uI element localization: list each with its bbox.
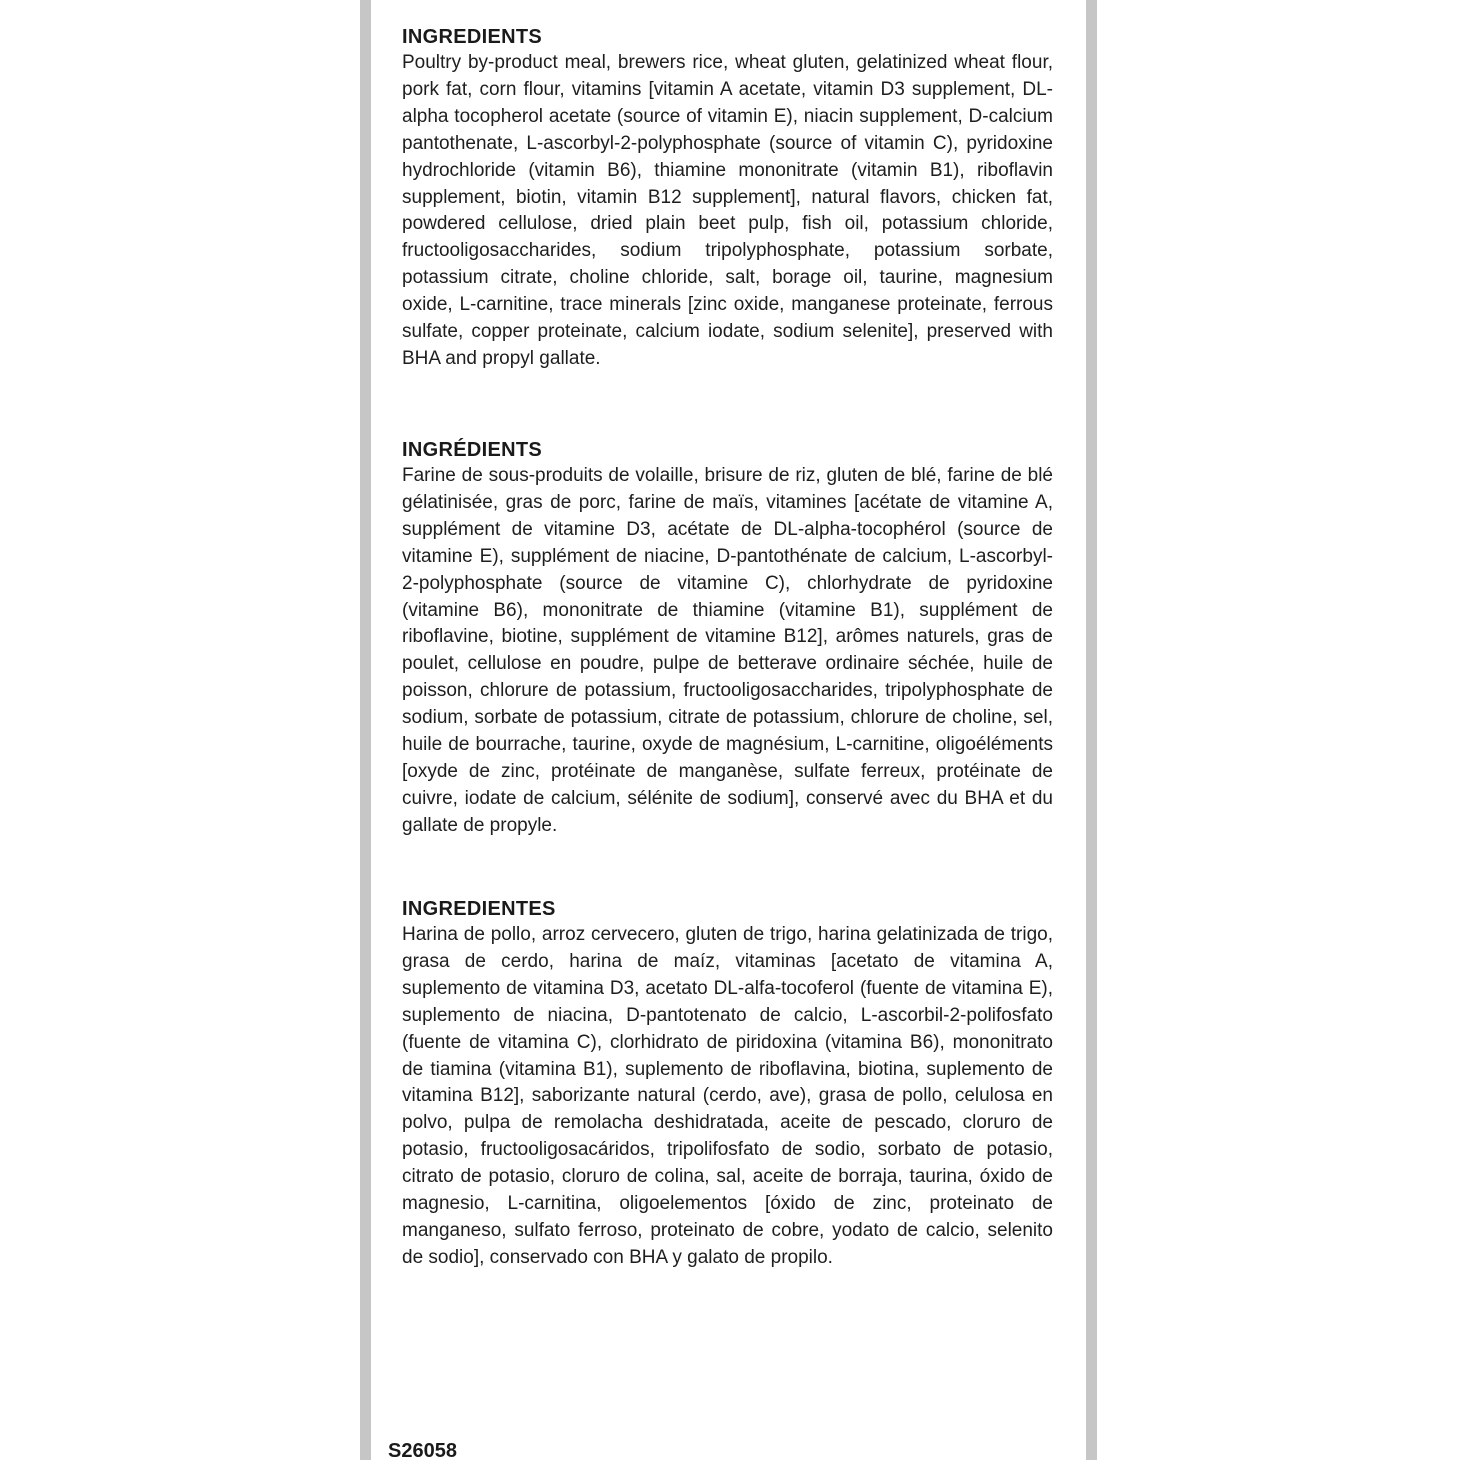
label-border-left [360,0,371,1460]
ingredients-text-english: Poultry by-product meal, brewers rice, wheat gluten, gelatinized wheat flour, pork fat, corn flour, vitamins [vitamin A acetate, vitamin D3 supplement, DL-alpha tocopherol acetate (source of vitamin E), niacin supplement, D-calcium pantothenate, L-ascorbyl-2-polyphosphate (source of vitamin C), pyridoxine hydrochloride (vitamin B6), thiamine mononitrate (vitamin B1), riboflavin supplement, biotin, vitamin B12 supplement], natural flavors, chicken fat, powdered cellulose, dried plain beet pulp, fish oil, potassium chloride, fructooligosaccharides, sodium tripolyphosphate, potassium sorbate, potassium citrate, choline chloride, salt, borage oil, taurine, magnesium oxide, L-carnitine, trace minerals [zinc oxide, manganese proteinate, ferrous sulfate, copper proteinate, calcium iodate, sodium selenite], preserved with BHA and propyl gallate. [402,52,1053,369]
ingredients-text-french: Farine de sous-produits de volaille, brisure de riz, gluten de blé, farine de blé gélatinisée, gras de porc, farine de maïs, vitamines [acétate de vitamine A, supplément de vitamine D3, acétate de DL-alpha-tocophérol (source de vitamine E), supplément de niacine, D-pantothénate de calcium, L-ascorbyl-2-polyphosphate (source de vitamine C), chlorhydrate de pyridoxine (vitamine B6), mononitrate de thiamine (vitamine B1), supplément de riboflavine, biotine, supplément de vitamine B12], arômes naturels, gras de poulet, cellulose en poudre, pulpe de betterave ordinaire séchée, huile de poisson, chlorure de potassium, fructooligosaccharides, tripolyphosphate de sodium, sorbate de potassium, citrate de potassium, chlorure de choline, sel, huile de bourrache, taurine, oxyde de magnésium, L-carnitine, oligoéléments [oxyde de zinc, protéinate de manganèse, sulfate ferreux, protéinate de cuivre, iodate de calcium, sélénite de sodium], conservé avec du BHA et du gallate de propyle. [402,465,1053,836]
ingredients-heading-french: INGRÉDIENTS [402,439,542,461]
product-code: S26058 [388,1440,457,1462]
ingredients-heading-spanish: INGREDIENTES [402,898,556,920]
ingredients-section-spanish [402,896,1053,1272]
ingredients-text-spanish: Harina de pollo, arroz cervecero, gluten de trigo, harina gelatinizada de trigo, grasa de cerdo, harina de maíz, vitaminas [acetato de vitamina A, suplemento de vitamina D3, acetato DL-alfa-tocoferol (fuente de vitamina E), suplemento de niacina, D-pantotenato de calcio, L-ascorbil-2-polifosfato (fuente de vitamina C), clorhidrato de piridoxina (vitamina B6), mononitrato de tiamina (vitamina B1), suplemento de riboflavina, biotina, suplemento de vitamina B12], saborizante natural (cerdo, ave), grasa de pollo, celulosa en polvo, pulpa de remolacha deshidratada, aceite de pescado, cloruro de potasio, fructooligosacáridos, tripolifosfato de sodio, sorbato de potasio, citrato de potasio, cloruro de colina, sal, aceite de borraja, taurina, óxido de magnesio, L-carnitina, oligoelementos [óxido de zinc, proteinato de manganeso, sulfato ferroso, proteinato de cobre, yodato de calcio, selenito de sodio], conservado con BHA y galato de propilo. [402,924,1053,1268]
ingredients-section-french [402,437,1053,840]
ingredients-section-english [402,24,1053,373]
ingredients-heading-english: INGREDIENTS [402,26,542,48]
label-border-right [1086,0,1097,1460]
